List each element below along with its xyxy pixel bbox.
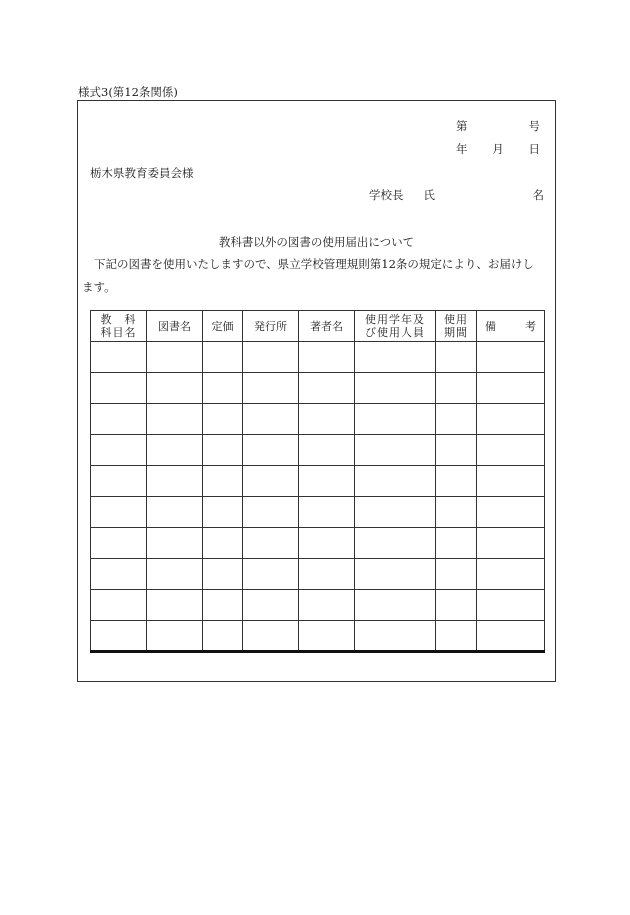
table-cell xyxy=(203,435,243,466)
table-cell xyxy=(299,497,355,528)
table-cell xyxy=(299,528,355,559)
table-cell xyxy=(243,590,299,621)
table-cell xyxy=(436,621,477,652)
number-prefix: 第 xyxy=(456,119,468,133)
table-cell xyxy=(91,342,147,373)
table-cell xyxy=(91,559,147,590)
table-cell xyxy=(203,621,243,652)
table-cell xyxy=(203,528,243,559)
table-cell xyxy=(203,466,243,497)
table-cell xyxy=(355,528,436,559)
addressee: 栃木県教育委員会様 xyxy=(90,166,194,180)
table-cell xyxy=(147,590,203,621)
table-row xyxy=(91,621,545,652)
table-row xyxy=(91,590,545,621)
date-month: 月 xyxy=(492,142,504,156)
table-cell xyxy=(436,342,477,373)
table-cell xyxy=(355,497,436,528)
table-row xyxy=(91,528,545,559)
table-cell xyxy=(436,404,477,435)
document-number-line xyxy=(456,118,540,134)
table-cell xyxy=(91,435,147,466)
table-cell xyxy=(91,590,147,621)
table-cell xyxy=(436,466,477,497)
table-cell xyxy=(436,497,477,528)
table-cell xyxy=(147,528,203,559)
table-cell xyxy=(436,559,477,590)
table-cell xyxy=(243,435,299,466)
table-cell xyxy=(147,435,203,466)
table-cell xyxy=(477,621,545,652)
table-cell xyxy=(299,621,355,652)
table-row xyxy=(91,497,545,528)
header-grade-users: 使用学年及 び使用人員 xyxy=(355,311,436,342)
number-suffix: 号 xyxy=(528,119,540,133)
body-text-line-2: ます。 xyxy=(82,280,116,294)
header-author: 著者名 xyxy=(299,311,355,342)
table-row xyxy=(91,559,545,590)
header-period: 使用 期間 xyxy=(436,311,477,342)
table-cell xyxy=(355,404,436,435)
table-cell xyxy=(243,404,299,435)
table-cell xyxy=(477,342,545,373)
table-cell xyxy=(299,404,355,435)
principal-title: 学校長 氏 xyxy=(369,188,435,202)
table-cell xyxy=(91,621,147,652)
table-cell xyxy=(243,497,299,528)
table-cell xyxy=(299,373,355,404)
header-remarks: 備 考 xyxy=(477,311,545,342)
book-usage-table xyxy=(90,310,545,653)
table-cell xyxy=(91,528,147,559)
table-cell xyxy=(203,590,243,621)
table-cell xyxy=(477,528,545,559)
table-row xyxy=(91,404,545,435)
table-cell xyxy=(147,559,203,590)
table-cell xyxy=(243,342,299,373)
principal-name-suffix: 名 xyxy=(532,188,544,202)
table-cell xyxy=(477,559,545,590)
date-line xyxy=(456,141,540,157)
table-cell xyxy=(436,528,477,559)
header-price: 定価 xyxy=(203,311,243,342)
table-cell xyxy=(355,435,436,466)
table-cell xyxy=(147,497,203,528)
principal-signature-line xyxy=(369,187,544,203)
table-cell xyxy=(91,497,147,528)
table-cell xyxy=(91,466,147,497)
table-cell xyxy=(243,466,299,497)
table-cell xyxy=(91,373,147,404)
table-cell xyxy=(477,404,545,435)
table-cell xyxy=(355,342,436,373)
form-number-label: 様式3(第12条関係) xyxy=(78,85,178,99)
table-cell xyxy=(477,373,545,404)
table-cell xyxy=(243,373,299,404)
table-cell xyxy=(243,621,299,652)
table-header-row xyxy=(91,311,545,342)
table-row xyxy=(91,466,545,497)
table-cell xyxy=(355,373,436,404)
table-cell xyxy=(203,342,243,373)
table-cell xyxy=(203,559,243,590)
document-subject: 教科書以外の図書の使用届出について xyxy=(218,235,415,249)
table-cell xyxy=(299,342,355,373)
date-day: 日 xyxy=(528,142,540,156)
table-cell xyxy=(203,373,243,404)
table-cell xyxy=(477,497,545,528)
table-cell xyxy=(299,466,355,497)
table-row xyxy=(91,342,545,373)
table-cell xyxy=(147,373,203,404)
table-cell xyxy=(147,342,203,373)
date-year: 年 xyxy=(456,142,468,156)
table-row xyxy=(91,373,545,404)
table-cell xyxy=(436,435,477,466)
table-cell xyxy=(147,404,203,435)
table-cell xyxy=(355,559,436,590)
body-text-line-1: 下記の図書を使用いたしますので、県立学校管理規則第12条の規定により、お届けし xyxy=(94,257,534,271)
table-row xyxy=(91,435,545,466)
table-cell xyxy=(355,621,436,652)
table-cell xyxy=(436,373,477,404)
table-cell xyxy=(203,497,243,528)
table-cell xyxy=(243,559,299,590)
header-publisher: 発行所 xyxy=(243,311,299,342)
table-cell xyxy=(477,466,545,497)
table-cell xyxy=(477,435,545,466)
table-cell xyxy=(436,590,477,621)
table-cell xyxy=(203,404,243,435)
table-cell xyxy=(299,590,355,621)
header-subject: 教 科 科目名 xyxy=(91,311,147,342)
table-cell xyxy=(243,528,299,559)
table-cell xyxy=(91,404,147,435)
table-cell xyxy=(299,559,355,590)
header-book-name: 図書名 xyxy=(147,311,203,342)
table-cell xyxy=(147,466,203,497)
table-cell xyxy=(355,466,436,497)
table-cell xyxy=(355,590,436,621)
table-cell xyxy=(299,435,355,466)
table-cell xyxy=(147,621,203,652)
table-cell xyxy=(477,590,545,621)
